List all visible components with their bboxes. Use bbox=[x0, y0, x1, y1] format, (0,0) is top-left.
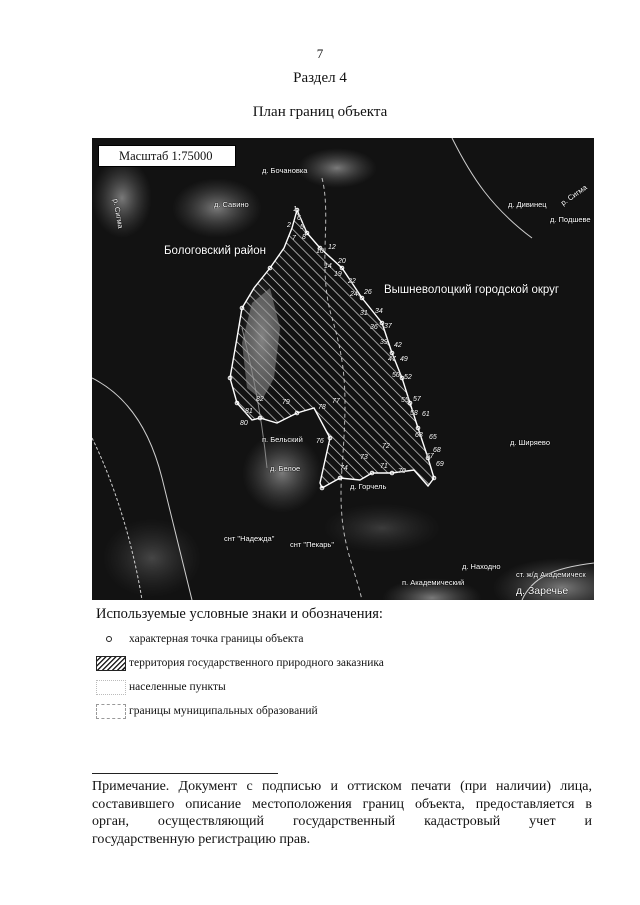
legend-label: населенные пункты bbox=[129, 681, 226, 693]
label-belsky: п. Бельский bbox=[262, 435, 303, 444]
legend-title: Используемые условные знаки и обозначения: bbox=[96, 606, 383, 622]
label-river-right: р. Сигма bbox=[559, 182, 589, 208]
point-label: 52 bbox=[404, 374, 412, 381]
point-label: 63 bbox=[415, 432, 423, 439]
point-label: 49 bbox=[400, 356, 408, 363]
point-label: 39 bbox=[380, 339, 388, 346]
point-label: 72 bbox=[382, 443, 390, 450]
page-number: 7 bbox=[316, 46, 324, 61]
point-label: 82 bbox=[256, 396, 264, 403]
label-bologovsky-district: Бологовский район bbox=[164, 245, 267, 257]
label-beloe: д. Белое bbox=[270, 464, 301, 473]
point-label: 8 bbox=[302, 234, 306, 241]
point-label: 20 bbox=[338, 258, 346, 265]
footnote-line: Примечание. Документ с подписью и оттиском печати (при наличии) лица, bbox=[92, 779, 592, 794]
section-title: Раздел 4 bbox=[293, 70, 347, 86]
label-river-left: р. Сигма bbox=[111, 198, 126, 230]
legend-label: характерная точка границы объекта bbox=[129, 633, 304, 645]
point-label: 67 bbox=[426, 453, 434, 460]
label-akademichesky: п. Академический bbox=[402, 578, 465, 587]
legend-item-settlements bbox=[96, 679, 226, 695]
point-label: 12 bbox=[328, 244, 336, 251]
hatch-icon bbox=[96, 656, 126, 671]
point-label: 65 bbox=[429, 434, 437, 441]
label-podsheve: д. Подшеве bbox=[550, 215, 591, 224]
label-vyshnevolocky-district: Вышневолоцкий городской округ bbox=[384, 284, 560, 296]
label-gorchel: д. Горчель bbox=[350, 482, 387, 491]
label-savino: д. Савино bbox=[214, 200, 249, 209]
label-zarechye: д. Заречье bbox=[516, 585, 569, 597]
label-divinec: д. Дивинец bbox=[508, 200, 547, 209]
point-label: 6 bbox=[297, 215, 301, 222]
point-label: 24 bbox=[350, 291, 358, 298]
point-label: 22 bbox=[348, 278, 356, 285]
footnote-rule bbox=[92, 773, 278, 774]
map-scale-box: Масштаб 1:75000 bbox=[98, 145, 236, 167]
point-label: 71 bbox=[380, 463, 388, 470]
legend-item-municipal-borders bbox=[96, 703, 318, 719]
point-label: 70 bbox=[398, 468, 406, 475]
point-label: 50 bbox=[392, 372, 400, 379]
point-label: 55 bbox=[401, 397, 409, 404]
label-station: ст. ж/д Академическ bbox=[516, 570, 586, 579]
point-label: 26 bbox=[364, 289, 372, 296]
point-label: 2 bbox=[287, 222, 291, 229]
point-label: 76 bbox=[316, 438, 324, 445]
point-label: 57 bbox=[413, 396, 421, 403]
label-pekar: снт "Пекарь" bbox=[290, 540, 334, 549]
point-label: 10 bbox=[316, 248, 324, 255]
boundary-map[interactable] bbox=[92, 138, 594, 600]
point-label: 47 bbox=[388, 356, 396, 363]
point-label: 68 bbox=[433, 447, 441, 454]
legend-label: границы муниципальных образований bbox=[129, 705, 318, 717]
label-nakhodno: д. Находно bbox=[462, 562, 501, 571]
point-label: 80 bbox=[240, 420, 248, 427]
point-label: 58 bbox=[410, 410, 418, 417]
point-label: 36 bbox=[370, 324, 378, 331]
label-shiryaevo: д. Ширяево bbox=[510, 438, 550, 447]
point-label: 34 bbox=[375, 308, 383, 315]
legend-item-reserve bbox=[96, 655, 384, 671]
point-label: 31 bbox=[360, 310, 368, 317]
point-label: 19 bbox=[334, 271, 342, 278]
point-label: 7 bbox=[292, 235, 296, 242]
point-label: 74 bbox=[340, 465, 348, 472]
footnote-line: орган, осуществляющий государственный кадастровый учет и bbox=[92, 814, 592, 829]
point-label: 14 bbox=[324, 263, 332, 270]
boundary-point-icon bbox=[96, 632, 126, 647]
footnote bbox=[92, 778, 592, 848]
label-bochanovka: д. Бочановка bbox=[262, 166, 308, 175]
point-label: 5 bbox=[300, 224, 304, 231]
legend-item-boundary-point bbox=[96, 631, 304, 647]
point-label: 73 bbox=[360, 454, 368, 461]
point-label: 1 bbox=[293, 206, 297, 213]
point-label: 37 bbox=[384, 323, 392, 330]
point-label: 79 bbox=[282, 399, 290, 406]
dotted-box-icon bbox=[96, 680, 126, 695]
point-label: 77 bbox=[332, 398, 340, 405]
point-label: 81 bbox=[245, 408, 253, 415]
point-label: 69 bbox=[436, 461, 444, 468]
point-label: 61 bbox=[422, 411, 430, 418]
label-nadezhda: снт "Надежда" bbox=[224, 534, 275, 543]
footnote-line: составившего описание местоположения границ объекта, предоставляется в bbox=[92, 796, 592, 812]
footnote-line: государственную регистрацию прав. bbox=[92, 831, 311, 847]
point-label: 78 bbox=[318, 404, 326, 411]
point-label: 42 bbox=[394, 342, 402, 349]
dashed-box-icon bbox=[96, 704, 126, 719]
legend-label: территория государственного природного заказника bbox=[129, 657, 384, 669]
plan-title: План границ объекта bbox=[252, 104, 388, 120]
